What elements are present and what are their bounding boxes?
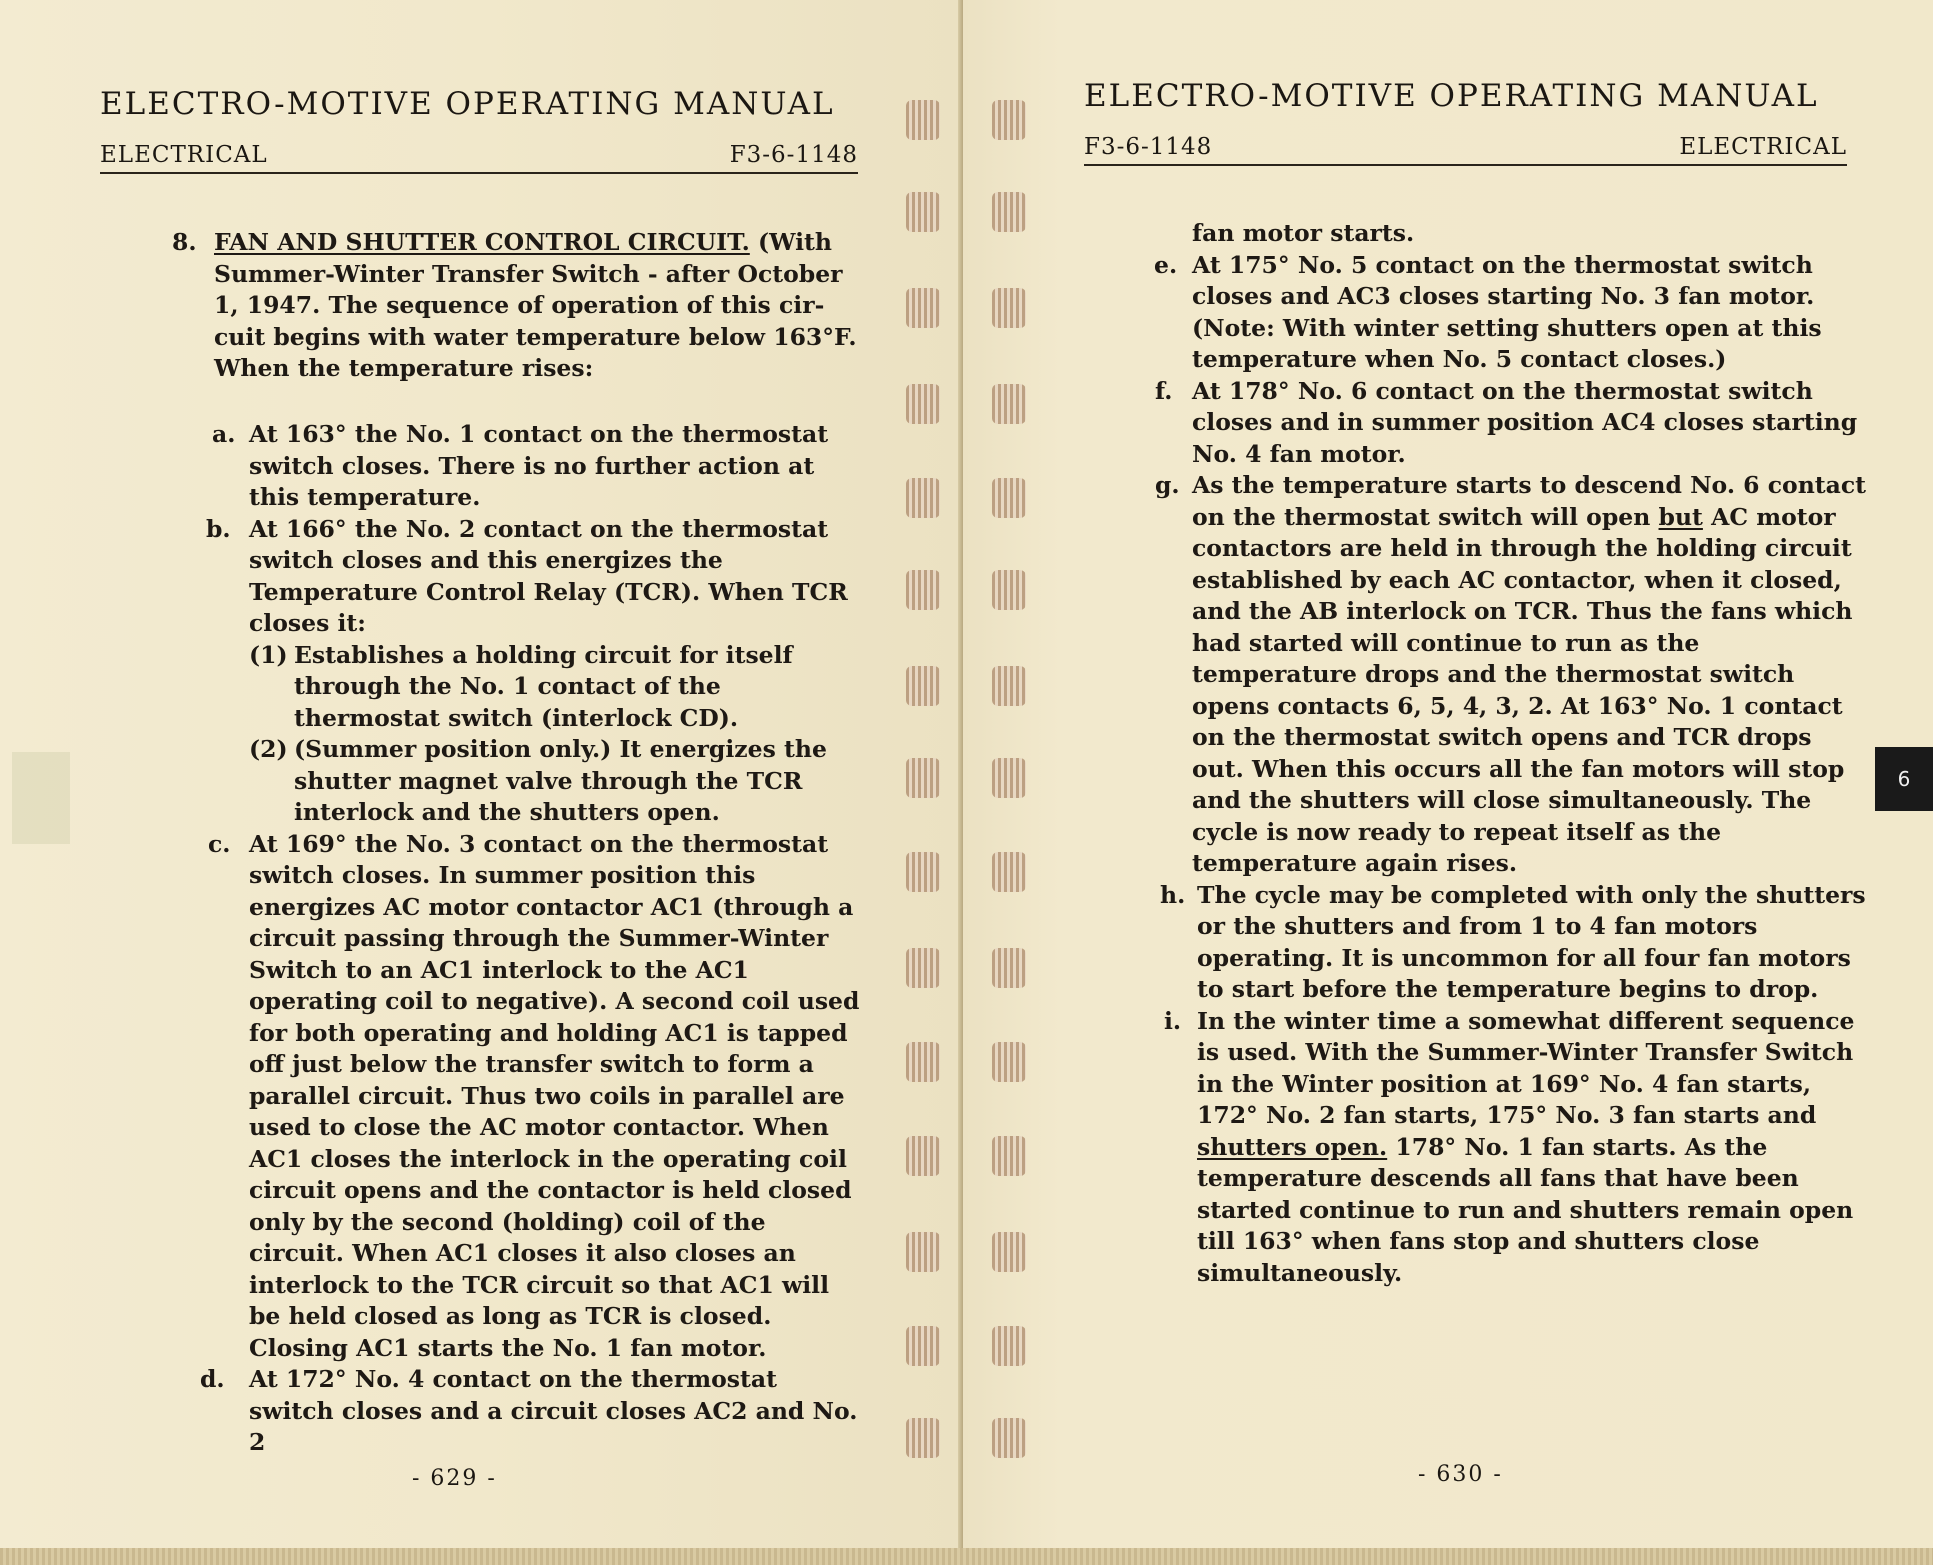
section-label: ELECTRICAL [1679,134,1847,160]
subitem-text: As the temperature starts to descend No. 6 contact on the thermostat switch will open [1192,471,1867,531]
binding-ring [992,1136,1026,1176]
subitem-text: In the winter time a somewhat different sequence is used. With the Summer-Winter Transfer Switch in the Winter position at 169° No. 4 fan starts, 172° No. 2 fan starts, 175° No. 3 fan starts and [1197,1006,1855,1129]
page-number: - 629 - [412,1466,497,1491]
subitem-label: d. [200,1365,225,1393]
section-tab[interactable]: 6 [1875,747,1933,811]
document-code: F3-6-1148 [1084,134,1213,160]
binding-ring [992,852,1026,892]
page-630 [963,0,1933,1550]
binding-ring [906,100,940,140]
subitem-text: At 169° the No. 3 contact on the thermostat switch closes. In summer position this energizes AC motor contactor AC1 (through a circuit passing through the Summer-Winter Switch to an AC1 interlock to the AC1 operating coil to negative). A second coil used for both operating and holding AC1 is tapped off just below the transfer switch to form a parallel circuit. Thus two coils in parallel are used to close the AC motor contactor. When AC1 closes the interlock in the operating coil circuit opens and the contactor is held closed only by the second (holding) coil of the circuit. When AC1 closes it also closes an interlock to the TCR circuit so that AC1 will be held closed as long as TCR is closed. Closing AC1 starts the No. 1 fan motor. [249,829,860,1362]
subitem-text: At 172° No. 4 contact on the thermostat switch closes and a circuit closes AC2 and No. 2 [249,1365,858,1456]
subitem-label: g. [1155,471,1180,499]
section-label: ELECTRICAL [100,142,268,168]
subitem-text: At 178° No. 6 contact on the thermostat switch closes and in summer position AC4 closes starting No. 4 fan motor. [1192,376,1858,468]
subitem-emphasis: shutters open. [1197,1132,1388,1161]
subitem-i [1164,1006,1867,1290]
binding-ring [906,384,940,424]
page-number: - 630 - [1418,1462,1503,1487]
binding-ring [992,478,1026,518]
subitem-text: Establishes a holding circuit for itself through the No. 1 contact of the thermostat switch (interlock CD). [294,640,793,732]
binding-ring [906,478,940,518]
item-8-line: 1, 1947. The sequence of operation of this cir- [214,291,825,319]
binding-ring [992,1042,1026,1082]
binding-ring [992,100,1026,140]
subitem-text: At 166° the No. 2 contact on the thermostat switch closes and this energizes the Temperature Control Relay (TCR). When TCR closes it: [249,514,848,637]
subitem-label: (1) [249,640,288,669]
binding-ring [992,666,1026,706]
page-edge [0,1548,1933,1565]
subitem-label: c. [208,829,231,858]
subitem-text: The cycle may be completed with only the shutters or the shutters and from 1 to 4 fan motors operating. It is uncommon for all four fan motors to start before the temperature begins to drop. [1197,880,1866,1003]
binding-ring [906,1232,940,1272]
binding-ring [992,758,1026,798]
subitems-left [200,419,862,1459]
subitem-text: At 163° the No. 1 contact on the thermostat switch closes. There is no further action at this temperature. [249,420,829,511]
section-rule [100,142,858,174]
running-header: ELECTRO-MOTIVE OPERATING MANUAL [100,86,835,122]
binding-ring [992,948,1026,988]
binding-ring [906,1042,940,1082]
binding-ring [992,288,1026,328]
item-number: 8. [172,228,197,256]
subitem-text: At 175° No. 5 contact on the thermostat switch closes and AC3 closes starting No. 3 fan motor. (Note: With winter setting shutters open at this temperature when No. 5 contact closes.) [1192,250,1822,373]
binding-ring [906,1418,940,1458]
item-title-lead: (With [758,228,832,256]
subitem-a [212,419,862,514]
subitem-c [208,829,862,1365]
binding-ring [906,758,940,798]
subitem-label: h. [1160,880,1186,909]
page-smudge [12,752,70,844]
item-title: FAN AND SHUTTER CONTROL CIRCUIT. [214,228,750,256]
item-8-line: When the temperature rises: [214,354,594,382]
subitem-label: f. [1155,376,1173,405]
subitem-text: 178° No. 1 fan starts. As the temperature descends all fans that have been started continue to run and shutters remain open till 163° when fans stop and shutters close simultaneously. [1197,1132,1854,1287]
subitem-label: a. [212,420,236,448]
subitem-text: (Summer position only.) It energizes the shutter magnet valve through the TCR interlock and the shutters open. [294,735,827,826]
binding-ring [906,570,940,610]
subitem-h [1160,880,1867,1006]
binding-ring [906,666,940,706]
item-8 [172,227,862,385]
binding-ring [906,288,940,328]
subitems-right [1154,218,1867,1289]
binding-ring [906,852,940,892]
subitem-label: (2) [249,735,288,763]
subitem-emphasis: but [1658,502,1703,531]
page-629 [0,0,963,1550]
binding-ring [906,192,940,232]
continuation-text: fan motor starts. [1192,219,1415,247]
subitem-b1 [212,640,862,735]
subitem-f [1155,376,1867,471]
subitem-b [206,514,862,640]
subitem-d [200,1364,862,1459]
binding-ring [906,948,940,988]
subitem-e [1154,250,1867,376]
subitem-label: e. [1154,250,1178,279]
binding-ring [992,1232,1026,1272]
binding-ring [906,1326,940,1366]
binding-ring [992,570,1026,610]
document-code: F3-6-1148 [729,142,858,168]
item-8-line: cuit begins with water temperature below 163°F. [214,322,857,351]
binding-ring [992,1418,1026,1458]
subitem-b2 [212,734,862,829]
subitem-label: b. [206,514,231,543]
subitem-label: i. [1164,1006,1182,1035]
binding-ring [992,192,1026,232]
binding-ring [906,1136,940,1176]
section-rule [1084,134,1847,166]
subitem-g [1155,470,1867,880]
binding-ring [992,384,1026,424]
binding-ring [992,1326,1026,1366]
item-8-line: Summer-Winter Transfer Switch - after October [214,259,843,288]
subitem-text: AC motor contactors are held in through the holding circuit established by each AC contactor, when it closed, and the AB interlock on TCR. Thus the fans which had started will continue to run as the temperature drops and the thermostat switch opens contacts 6, 5, 4, 3, 2. At 163° No. 1 contact on the thermostat switch opens and TCR drops out. When this occurs all the fan motors will stop and the shutters will close simultaneously. The cycle is now ready to repeat itself as the temperature again rises. [1192,502,1853,877]
running-header: ELECTRO-MOTIVE OPERATING MANUAL [1084,78,1819,114]
